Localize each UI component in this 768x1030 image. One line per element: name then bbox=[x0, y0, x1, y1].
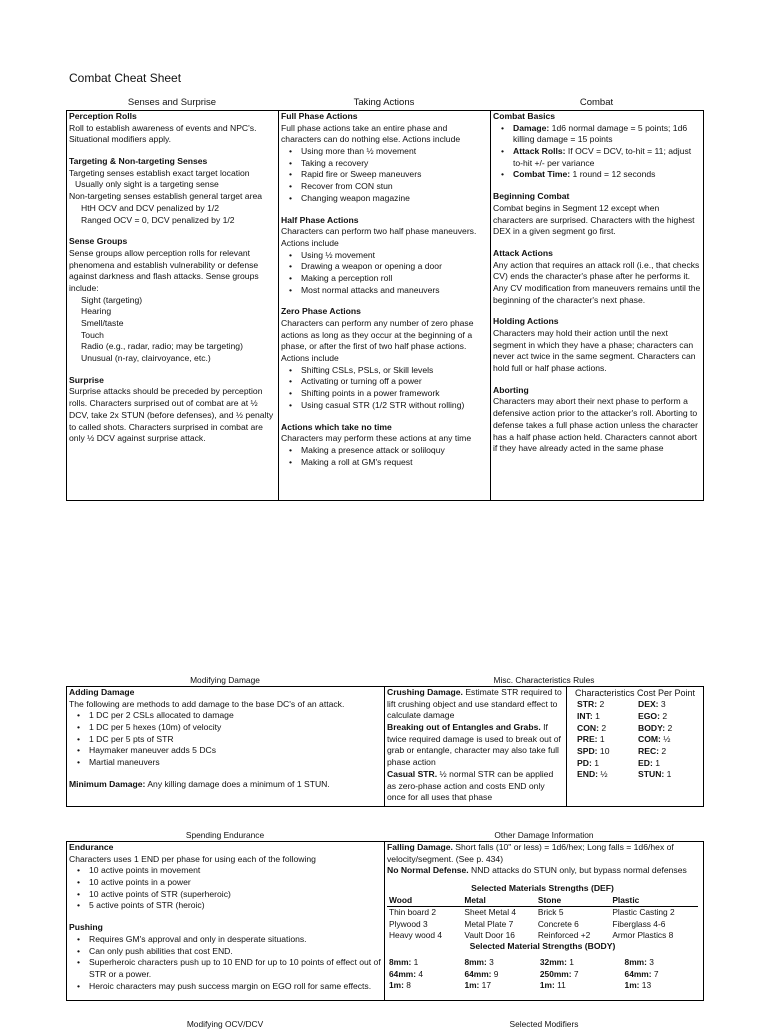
cost-key: COM: bbox=[638, 734, 661, 745]
item-label: Damage: bbox=[513, 122, 550, 133]
endurance-cell bbox=[66, 841, 384, 993]
table-cell bbox=[462, 957, 537, 968]
cell-key: 8mm: bbox=[464, 957, 487, 968]
cost-key: PRE: bbox=[577, 734, 598, 745]
list-item: • Shifting points in a power framework bbox=[301, 388, 487, 400]
table-cell: Plywood 3 bbox=[389, 918, 428, 929]
list-item: • Rapid fire or Sweep maneuvers bbox=[301, 169, 487, 181]
table-cell: Metal Plate 7 bbox=[464, 918, 514, 929]
cell-value: 13 bbox=[639, 979, 652, 990]
cost-per-point-cell bbox=[566, 686, 704, 782]
nnd bbox=[387, 865, 698, 877]
actions-header: Taking Actions bbox=[353, 97, 415, 108]
list-item: • Requires GM's approval and only in desperate situations. bbox=[89, 934, 381, 946]
other-damage-header: Other Damage Information bbox=[494, 830, 594, 840]
modifying-damage-cell bbox=[66, 686, 384, 792]
cost-value: 1 bbox=[597, 734, 605, 745]
aborting-text: Characters may abort their next phase to perform a defensive action prior to the attacker's roll. Aborting to defense takes a full phase action unless the character has a half phase action held. Characters cannot abort if they have already acted in the same phase bbox=[493, 396, 698, 454]
cost-key: EGO: bbox=[638, 710, 660, 721]
other-damage-cell bbox=[384, 841, 704, 992]
misc-rules-cell bbox=[384, 686, 566, 805]
column-header: Plastic bbox=[610, 895, 698, 907]
actions-column bbox=[278, 110, 490, 469]
list-item bbox=[513, 169, 701, 181]
cost-entry bbox=[577, 758, 632, 770]
modifying-damage-header: Modifying Damage bbox=[190, 675, 260, 685]
cost-entry bbox=[638, 746, 693, 758]
cost-key: DEX: bbox=[638, 699, 659, 710]
cost-key: ED: bbox=[638, 757, 653, 768]
cell-value: 7 bbox=[651, 968, 659, 979]
combat-header: Combat bbox=[579, 97, 614, 108]
crushing-label: Crushing Damage. bbox=[387, 687, 463, 697]
table-cell bbox=[623, 969, 698, 980]
full-phase-text: Full phase actions take an entire phase and characters can do nothing else. Actions include bbox=[281, 122, 461, 145]
cost-entry bbox=[577, 723, 632, 735]
cost-value: ½ bbox=[660, 734, 671, 745]
cost-entry bbox=[638, 769, 693, 781]
perception-text: Roll to establish awareness of events and NPC's. Situational modifiers apply. bbox=[69, 122, 257, 145]
list-item: • Recover from CON stun bbox=[301, 181, 487, 193]
list-item: • Using ½ movement bbox=[301, 250, 487, 262]
list-item: • Shifting CSLs, PSLs, or Skill levels bbox=[301, 365, 487, 377]
list-item: • Martial maneuvers bbox=[89, 757, 381, 769]
list-item: • Using casual STR (1/2 STR without rolling) bbox=[301, 400, 487, 412]
endurance-text: Characters uses 1 END per phase for using each of the following bbox=[69, 853, 316, 864]
breaking-text: If twice required damage is used to break out of grab or entangle, character may also take full phase action bbox=[387, 722, 561, 768]
item-text: 1d6 normal damage = 5 points; 1d6 killing damage = 15 points bbox=[513, 122, 688, 145]
cell-key: 1m: bbox=[624, 979, 640, 990]
nnd-text: NND attacks do STUN only, but bypass normal defenses bbox=[468, 865, 687, 876]
cost-key: STR: bbox=[577, 699, 598, 710]
minimum-damage bbox=[69, 779, 381, 791]
zero-phase-text: Characters can perform any number of zero phase actions as long as they occur at the beginning of a phase, or after the first of two half phase actions. Actions include bbox=[281, 318, 474, 364]
table-cell: Brick 5 bbox=[537, 907, 564, 918]
beginning-combat-text: Combat begins in Segment 12 except when characters are surprised. Characters with the highest DEX in a given segment go first. bbox=[493, 202, 695, 237]
cell-key: 64mm: bbox=[389, 968, 416, 979]
spending-endurance-header: Spending Endurance bbox=[185, 830, 265, 840]
zero-phase-heading: Zero Phase Actions bbox=[281, 306, 361, 317]
full-phase-heading: Full Phase Actions bbox=[281, 111, 358, 121]
attack-actions-heading: Attack Actions bbox=[493, 247, 553, 258]
item-label: Attack Rolls: bbox=[513, 146, 566, 157]
table-row bbox=[387, 969, 698, 980]
list-item: • 10 active points in movement bbox=[89, 865, 381, 877]
falling-text: Short falls (10" or less) = 1d6/hex; Long falls = 1d6/hex of velocity/segment. (See p. 434) bbox=[387, 842, 674, 864]
casual-text: ½ normal STR can be applied as zero-phase action and costs END only once for all uses that phase bbox=[387, 768, 554, 803]
breaking-out bbox=[387, 722, 563, 769]
table-row bbox=[387, 907, 698, 919]
targeting-heading: Targeting & Non-targeting Senses bbox=[69, 156, 208, 167]
min-label: Minimum Damage: bbox=[69, 778, 146, 789]
cost-value: 10 bbox=[597, 745, 610, 756]
sense-group-item: Sight (targeting) bbox=[81, 294, 143, 305]
table-cell: Fiberglass 4-6 bbox=[612, 918, 666, 929]
table-cell bbox=[623, 980, 698, 991]
list-item: • Drawing a weapon or opening a door bbox=[301, 261, 487, 273]
surprise-heading: Surprise bbox=[69, 374, 104, 385]
table-row bbox=[387, 980, 698, 991]
table-row bbox=[387, 957, 698, 968]
cost-entry bbox=[638, 758, 693, 770]
targeting-line: Targeting senses establish exact target location bbox=[69, 167, 250, 178]
cost-value: 2 bbox=[597, 699, 605, 710]
sense-groups-heading: Sense Groups bbox=[69, 236, 128, 247]
crushing-damage bbox=[387, 687, 563, 722]
cell-key: 64mm: bbox=[464, 968, 492, 979]
list-item bbox=[513, 123, 701, 146]
table-cell: Armor Plastics 8 bbox=[612, 930, 674, 941]
cell-value: 3 bbox=[646, 957, 654, 968]
table-cell bbox=[538, 957, 623, 968]
cost-value: 1 bbox=[652, 757, 660, 768]
table-cell: Reinforced +2 bbox=[537, 930, 591, 941]
cell-value: 9 bbox=[491, 968, 499, 979]
table-cell bbox=[462, 980, 537, 991]
list-item: • 10 active points in a power bbox=[89, 877, 381, 889]
list-item: • Heroic characters may push success margin on EGO roll for same effects. bbox=[89, 981, 381, 993]
list-item: • 10 active points of STR (superheroic) bbox=[89, 889, 381, 901]
pushing-heading: Pushing bbox=[69, 922, 103, 933]
list-item: • Can only push abilities that cost END. bbox=[89, 946, 381, 958]
table-cell bbox=[387, 980, 462, 991]
crushing-text: Estimate STR required to lift crushing object and use standard effect to calculate damage bbox=[387, 687, 562, 721]
item-text: If OCV = DCV, to-hit = 11; adjust to-hit +/- per variance bbox=[513, 146, 692, 168]
cost-key: END: bbox=[577, 769, 599, 780]
casual-str bbox=[387, 769, 563, 804]
page-title: Combat Cheat Sheet bbox=[69, 71, 182, 85]
table-cell bbox=[623, 957, 698, 968]
sense-group-item: Smell/taste bbox=[81, 318, 124, 328]
no-time-text: Characters may perform these actions at any time bbox=[281, 433, 472, 444]
list-item: • Making a roll at GM's request bbox=[301, 457, 487, 469]
targeting-line: HtH OCV and DCV penalized by 1/2 bbox=[81, 202, 220, 213]
perception-heading: Perception Rolls bbox=[69, 111, 137, 121]
selected-modifiers-header: Selected Modifiers bbox=[509, 1019, 579, 1029]
beginning-combat-heading: Beginning Combat bbox=[493, 191, 570, 202]
table-cell: Plastic Casting 2 bbox=[612, 907, 675, 918]
cost-entry bbox=[638, 699, 693, 711]
modifying-ocv-dcv-header: Modifying OCV/DCV bbox=[186, 1019, 264, 1029]
cell-key: 1m: bbox=[389, 979, 404, 990]
cost-value: 3 bbox=[658, 699, 666, 710]
targeting-line: Ranged OCV = 0, DCV penalized by 1/2 bbox=[81, 214, 235, 225]
list-item: • Most normal attacks and maneuvers bbox=[301, 285, 487, 297]
cost-value: 2 bbox=[598, 722, 607, 733]
cell-key: 1m: bbox=[539, 979, 555, 990]
cell-key: 64mm: bbox=[624, 968, 652, 979]
cell-key: 250mm: bbox=[539, 968, 572, 979]
cell-value: 7 bbox=[571, 968, 579, 979]
column-header: Stone bbox=[536, 895, 610, 907]
cell-key: 1m: bbox=[464, 979, 480, 990]
table-cell: Heavy wood 4 bbox=[389, 930, 443, 941]
cell-key: 8mm: bbox=[624, 957, 647, 968]
misc-characteristics-header: Misc. Characteristics Rules bbox=[493, 675, 595, 685]
half-phase-text: Characters can perform two half phase maneuvers. Actions include bbox=[281, 226, 477, 248]
table-cell: Vault Door 16 bbox=[464, 930, 515, 941]
cost-value: 1 bbox=[664, 769, 672, 780]
cost-entry bbox=[638, 711, 693, 723]
cost-key: CON: bbox=[577, 722, 599, 733]
list-item: • Using more than ½ movement bbox=[301, 146, 487, 158]
cost-entry bbox=[638, 723, 693, 735]
cost-title: Characteristics Cost Per Point bbox=[574, 688, 696, 698]
body-title: Selected Material Strengths (BODY) bbox=[469, 941, 616, 952]
holding-actions-heading: Holding Actions bbox=[493, 316, 559, 327]
materials-body-table bbox=[387, 957, 698, 991]
cost-key: PD: bbox=[577, 757, 592, 768]
surprise-text: Surprise attacks should be preceded by perception rolls. Characters surprised out of combat are at ½ DCV, take 2x STUN (before defenses), and ½ penalty to called shots. Characters surprised in combat are only ½ DCV against surprise attack. bbox=[69, 386, 274, 444]
half-phase-heading: Half Phase Actions bbox=[281, 214, 359, 225]
list-item: • Taking a recovery bbox=[301, 158, 487, 170]
table-cell bbox=[387, 969, 462, 980]
list-item: • 5 active points of STR (heroic) bbox=[89, 900, 381, 912]
cost-grid bbox=[569, 699, 701, 781]
endurance-heading: Endurance bbox=[69, 842, 114, 852]
cell-value: 17 bbox=[479, 979, 491, 990]
nnd-label: No Normal Defense. bbox=[387, 865, 469, 876]
list-item: • Haymaker maneuver adds 5 DCs bbox=[89, 745, 381, 757]
breaking-label: Breaking out of Entangles and Grabs. bbox=[387, 722, 541, 733]
table-cell: Thin board 2 bbox=[389, 907, 437, 918]
list-item: • Changing weapon magazine bbox=[301, 193, 487, 205]
list-item: • 1 DC per 2 CSLs allocated to damage bbox=[89, 710, 381, 722]
cell-key: 8mm: bbox=[389, 957, 412, 968]
senses-column bbox=[66, 110, 278, 446]
cost-key: BODY: bbox=[638, 722, 666, 733]
cost-value: 1 bbox=[591, 757, 599, 768]
cost-value: 2 bbox=[665, 722, 673, 733]
adding-damage-heading: Adding Damage bbox=[69, 687, 135, 697]
min-text: Any killing damage does a minimum of 1 STUN. bbox=[145, 778, 330, 789]
cost-entry bbox=[577, 711, 632, 723]
list-item bbox=[513, 146, 701, 169]
column-header: Metal bbox=[462, 895, 536, 907]
cell-value: 1 bbox=[411, 957, 419, 968]
table-cell: Sheet Metal 4 bbox=[464, 907, 517, 918]
attack-actions-text: Any action that requires an attack roll (i.e., that checks CV) ends the character's phase after he performs it. Any CV modification from maneuvers remains until the beginning of the character's next phase. bbox=[493, 259, 701, 305]
list-item: • Making a presence attack or soliloquy bbox=[301, 445, 487, 457]
no-time-heading: Actions which take no time bbox=[281, 421, 392, 432]
cost-entry bbox=[577, 746, 632, 758]
cost-entry bbox=[577, 699, 632, 711]
cost-entry bbox=[577, 769, 632, 781]
table-cell bbox=[538, 969, 623, 980]
cost-value: 1 bbox=[592, 710, 600, 721]
cell-value: 8 bbox=[403, 979, 411, 990]
adding-damage-text: The following are methods to add damage to the base DC's of an attack. bbox=[69, 698, 345, 709]
combat-column bbox=[490, 110, 704, 456]
item-label: Combat Time: bbox=[513, 169, 571, 180]
cell-value: 4 bbox=[416, 968, 423, 979]
column-header: Wood bbox=[387, 895, 462, 907]
holding-actions-text: Characters may hold their action until the next segment in which they have a phase; characters can never act twice in the same segment. Characters can hold full or half phase actions. bbox=[493, 328, 696, 374]
list-item: • 1 DC per 5 hexes (10m) of velocity bbox=[89, 722, 381, 734]
casual-label: Casual STR. bbox=[387, 768, 438, 779]
cost-entry bbox=[638, 734, 693, 746]
def-title: Selected Materials Strengths (DEF) bbox=[471, 883, 614, 894]
list-item: • Making a perception roll bbox=[301, 273, 487, 285]
cell-key: 32mm: bbox=[539, 957, 567, 968]
sense-group-item: Touch bbox=[81, 329, 104, 340]
table-row bbox=[387, 930, 698, 941]
sense-group-item: Radio (e.g., radar, radio; may be targeting) bbox=[81, 341, 243, 352]
cost-entry bbox=[577, 734, 632, 746]
cell-value: 3 bbox=[486, 957, 494, 968]
falling-damage bbox=[387, 842, 698, 865]
item-text: 1 round = 12 seconds bbox=[570, 169, 656, 180]
materials-def-table bbox=[387, 895, 698, 942]
targeting-line: Non-targeting senses establish general target area bbox=[69, 191, 262, 202]
combat-basics-heading: Combat Basics bbox=[493, 111, 556, 121]
cost-key: SPD: bbox=[577, 745, 598, 756]
table-cell bbox=[538, 980, 623, 991]
list-item: • 1 DC per 5 pts of STR bbox=[89, 734, 381, 746]
cost-value: 2 bbox=[659, 745, 667, 756]
sense-group-item: Hearing bbox=[81, 306, 112, 317]
cost-key: STUN: bbox=[638, 769, 665, 780]
senses-header: Senses and Surprise bbox=[127, 97, 217, 108]
table-cell: Concrete 6 bbox=[537, 918, 579, 929]
aborting-heading: Aborting bbox=[493, 384, 529, 395]
sense-groups-text: Sense groups allow perception rolls for relevant phenomena and establish vulnerability or defense against darkness and flash attacks. Sense groups include: bbox=[69, 247, 259, 293]
table-cell bbox=[462, 969, 537, 980]
sense-group-item: Unusual (n-ray, clairvoyance, etc.) bbox=[81, 353, 211, 364]
list-item: • Superheroic characters push up to 10 END for up to 10 points of effect out of STR or a power. bbox=[89, 957, 381, 980]
table-row bbox=[387, 919, 698, 930]
cost-key: INT: bbox=[577, 710, 593, 721]
cell-value: 11 bbox=[554, 979, 566, 990]
table-cell bbox=[387, 957, 462, 968]
cell-value: 1 bbox=[566, 957, 574, 968]
cost-key: REC: bbox=[638, 745, 660, 756]
targeting-line: Usually only sight is a targeting sense bbox=[75, 179, 219, 190]
cost-value: 2 bbox=[659, 710, 668, 721]
cost-value: ½ bbox=[598, 769, 608, 780]
falling-label: Falling Damage. bbox=[387, 842, 453, 852]
list-item: • Activating or turning off a power bbox=[301, 376, 487, 388]
